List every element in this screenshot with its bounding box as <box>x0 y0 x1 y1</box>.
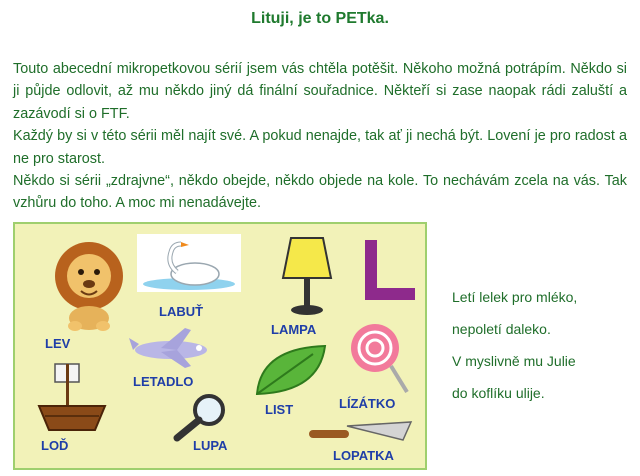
word-lopatka: LOPATKA <box>333 448 394 463</box>
word-labut: LABUŤ <box>159 304 204 319</box>
airplane-image <box>127 328 215 370</box>
word-lod: LOĎ <box>41 438 69 453</box>
word-list: LIST <box>265 402 294 417</box>
picture-panel <box>13 222 427 470</box>
poem-line: Letí lelek pro mléko, <box>452 289 578 305</box>
letter-l-image <box>359 236 419 302</box>
ship-image <box>35 360 109 434</box>
poem <box>452 287 577 415</box>
intro-text <box>13 58 627 215</box>
intro-paragraph: Touto abecední mikropetkovou sérií jsem vás chtěla potěšit. Někoho možná potrápím. Někdo si ji půjde odlovit, až mu někdo jiný dá finální souřadnice. Někteří si zase naopak rádi zaluští a zazávodí si o FTF. <box>13 61 627 122</box>
intro-paragraph: Někdo si sérii „zdrajvne“, někdo obejde, někdo objede na kole. To nechávám zcela na vás. Tak vzhůru do toho. A moc mi nenadávejte. <box>13 173 627 212</box>
word-letadlo: LETADLO <box>133 374 194 389</box>
word-lupa: LUPA <box>193 438 228 453</box>
lollipop-image <box>347 320 411 394</box>
intro-paragraph: Každý by si v této sérii měl najít své. A pokud nenajde, tak ať ji nechá být. Lovení je pro radost a ne pro starost. <box>13 128 627 167</box>
lion-image <box>51 236 127 332</box>
word-lampa: LAMPA <box>271 322 317 337</box>
lamp-image <box>277 236 337 316</box>
leaf-image <box>253 342 329 398</box>
poem-line: V myslivně mu Julie <box>452 353 576 369</box>
magnifier-image <box>171 392 231 442</box>
poem-line: nepoletí daleko. <box>452 321 551 337</box>
page-title: Lituji, je to PETka. <box>251 10 389 27</box>
swan-image <box>137 234 241 292</box>
word-lev: LEV <box>45 336 71 351</box>
word-lizatko: LÍZÁTKO <box>339 396 396 411</box>
poem-line: do koflíku ulije. <box>452 385 545 401</box>
trowel-image <box>307 420 413 448</box>
